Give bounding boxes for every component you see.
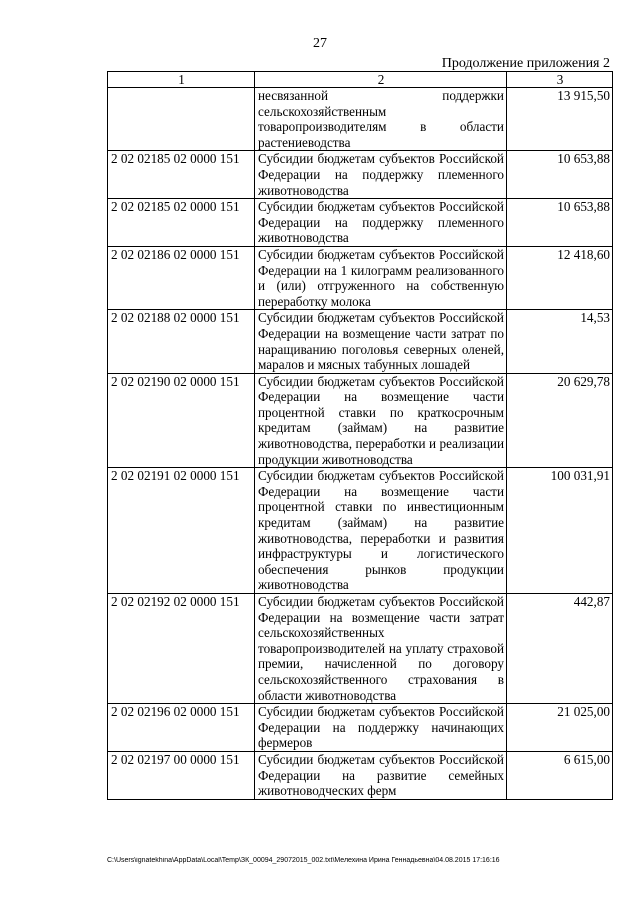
table-row <box>108 704 613 752</box>
row-description: Субсидии бюджетам субъектов Российской Федерации на развитие семейных животноводческих ферм <box>255 751 507 799</box>
row-description: Субсидии бюджетам субъектов Российской Федерации на 1 килограмм реализованного и (или) отгруженного на собственную переработку молока <box>255 246 507 309</box>
table-row <box>108 594 613 704</box>
row-code: 2 02 02196 02 0000 151 <box>108 704 255 752</box>
row-code: 2 02 02190 02 0000 151 <box>108 373 255 468</box>
row-amount: 12 418,60 <box>507 246 613 309</box>
table-row <box>108 151 613 199</box>
table-row <box>108 310 613 373</box>
continuation-label: Продолжение приложения 2 <box>441 56 610 71</box>
table-row <box>108 199 613 247</box>
table-row <box>108 468 613 594</box>
row-description: Субсидии бюджетам субъектов Российской Федерации на возмещение части затрат сельскохозяйственных товаропроизводителей на уплату страховой премии, начисленной по договору сельскохозяйственного страхования в области животноводства <box>255 594 507 704</box>
row-code: 2 02 02188 02 0000 151 <box>108 310 255 373</box>
table-row <box>108 751 613 799</box>
footer-file-path: C:\Users\ignatekhina\AppData\Local\Temp\ЗК_00094_29072015_002.txt\Мелехина Ирина Геннадьевна\04.08.2015 17:16:16 <box>107 857 500 864</box>
row-description: Субсидии бюджетам субъектов Российской Федерации на возмещение части процентной ставки по инвестиционным кредитам (займам) на развитие животноводства, переработки и развития инфраструктуры и логистического обеспечения рынков продукции животноводства <box>255 468 507 594</box>
row-description: Субсидии бюджетам субъектов Российской Федерации на поддержку племенного животноводства <box>255 199 507 247</box>
row-code: 2 02 02185 02 0000 151 <box>108 199 255 247</box>
row-amount: 13 915,50 <box>507 88 613 151</box>
row-amount: 100 031,91 <box>507 468 613 594</box>
column-header-code: 1 <box>108 72 255 88</box>
row-amount: 442,87 <box>507 594 613 704</box>
table-row <box>108 88 613 151</box>
row-code: 2 02 02185 02 0000 151 <box>108 151 255 199</box>
row-code <box>108 88 255 151</box>
table-row <box>108 373 613 468</box>
row-description: Субсидии бюджетам субъектов Российской Федерации на возмещение части затрат по наращиванию поголовья северных оленей, маралов и мясных табунных лошадей <box>255 310 507 373</box>
row-amount: 21 025,00 <box>507 704 613 752</box>
row-amount: 10 653,88 <box>507 199 613 247</box>
column-header-description: 2 <box>255 72 507 88</box>
row-description: несвязанной поддержки сельскохозяйственным товаропроизводителям в области растениеводства <box>255 88 507 151</box>
table-header-row <box>108 72 613 88</box>
column-header-amount: 3 <box>507 72 613 88</box>
budget-table <box>107 71 613 800</box>
row-description: Субсидии бюджетам субъектов Российской Федерации на поддержку начинающих фермеров <box>255 704 507 752</box>
row-description: Субсидии бюджетам субъектов Российской Федерации на поддержку племенного животноводства <box>255 151 507 199</box>
row-amount: 14,53 <box>507 310 613 373</box>
row-amount: 10 653,88 <box>507 151 613 199</box>
row-code: 2 02 02192 02 0000 151 <box>108 594 255 704</box>
table-row <box>108 246 613 309</box>
row-amount: 20 629,78 <box>507 373 613 468</box>
row-code: 2 02 02186 02 0000 151 <box>108 246 255 309</box>
row-description: Субсидии бюджетам субъектов Российской Федерации на возмещение части процентной ставки по краткосрочным кредитам (займам) на развитие животноводства, переработки и реализации продукции животноводства <box>255 373 507 468</box>
row-code: 2 02 02191 02 0000 151 <box>108 468 255 594</box>
page-number: 27 <box>313 36 327 51</box>
row-code: 2 02 02197 00 0000 151 <box>108 751 255 799</box>
row-amount: 6 615,00 <box>507 751 613 799</box>
